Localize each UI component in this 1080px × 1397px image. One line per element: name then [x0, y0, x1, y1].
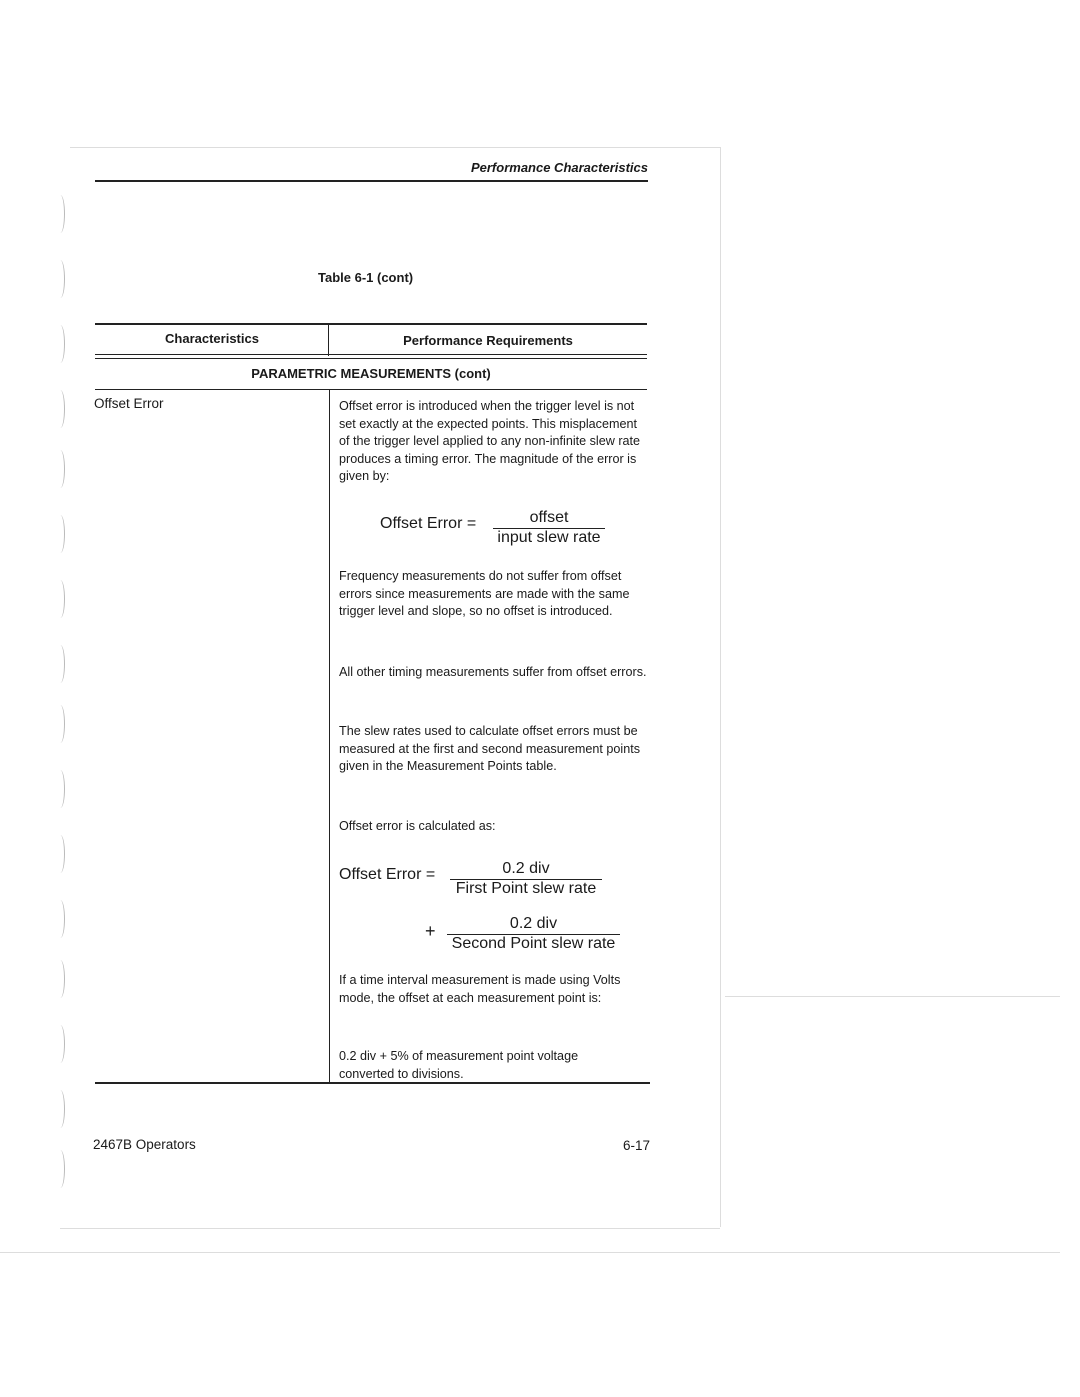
equation-2-plus: +: [425, 921, 436, 941]
binding-mark: [56, 645, 65, 683]
binding-mark: [56, 390, 65, 428]
table-title: Table 6-1 (cont): [318, 270, 414, 285]
table-top-rule: [95, 323, 647, 325]
equation-1-denominator: input slew rate: [497, 529, 601, 546]
binding-mark: [56, 960, 65, 998]
header-rule: [95, 180, 648, 182]
requirement-paragraph: All other timing measurements suffer from offset errors.: [339, 665, 647, 679]
binding-mark: [56, 1150, 65, 1188]
binding-mark: [56, 515, 65, 553]
section-heading: PARAMETRIC MEASUREMENTS (cont): [251, 366, 491, 381]
binding-mark: [56, 1025, 65, 1063]
equation-2-fraction-2: [447, 915, 620, 953]
binding-mark: [56, 450, 65, 488]
equation-2-lhs: Offset Error =: [339, 866, 436, 883]
head-double-rule-1: [95, 354, 647, 355]
head-double-rule-2: [95, 358, 647, 359]
requirement-paragraph: Offset error is introduced when the trigger level is not set exactly at the expected points. This misplacement of the trigger level applied to any non-infinite slew rate produces a timing error. The magnitude of the error is given by:: [339, 399, 641, 484]
footer-page-number: 6-17: [622, 1138, 650, 1153]
binding-mark: [56, 325, 65, 363]
equation-2-denominator-1: First Point slew rate: [455, 880, 597, 897]
column-header-characteristics: Characteristics: [165, 331, 259, 346]
equation-2-numerator-1: 0.2 div: [450, 860, 602, 880]
footer-document-name: 2467B Operators: [93, 1137, 196, 1152]
requirement-paragraph: Offset error is calculated as:: [339, 819, 496, 833]
requirement-paragraph: If a time interval measurement is made using Volts mode, the offset at each measurement point is:: [339, 973, 621, 1005]
scan-edge-lower: [0, 1252, 1060, 1253]
equation-1-numerator: offset: [493, 509, 605, 529]
equation-2-fraction-1: [450, 860, 602, 898]
running-header: Performance Characteristics: [470, 160, 648, 175]
scan-edge-bottom: [60, 1228, 720, 1229]
binding-mark: [56, 260, 65, 298]
characteristic-name: Offset Error: [94, 396, 164, 411]
binding-mark: [56, 835, 65, 873]
column-divider-body: [329, 389, 330, 1082]
equation-2-numerator-2: 0.2 div: [447, 915, 620, 935]
equation-2-denominator-2: Second Point slew rate: [451, 935, 616, 952]
binding-mark: [56, 580, 65, 618]
binding-mark: [56, 1090, 65, 1128]
column-header-performance-requirements: Performance Requirements: [403, 333, 573, 348]
equation-1-lhs: Offset Error =: [380, 515, 477, 532]
scan-edge-right: [720, 147, 721, 1227]
requirement-paragraph: The slew rates used to calculate offset errors must be measured at the first and second measurement points given in the Measurement Points table.: [339, 724, 641, 774]
requirement-paragraph: Frequency measurements do not suffer from offset errors since measurements are made with the same trigger level and slope, so no offset is introduced.: [339, 569, 630, 619]
binding-mark: [56, 900, 65, 938]
binding-mark: [56, 195, 65, 233]
binding-mark: [56, 770, 65, 808]
equation-1-fraction: [493, 509, 605, 547]
requirement-paragraph: 0.2 div + 5% of measurement point voltage converted to divisions.: [339, 1049, 579, 1081]
scan-edge-side: [725, 996, 1060, 997]
section-rule: [95, 389, 647, 390]
binding-mark: [56, 705, 65, 743]
scan-edge-top: [70, 147, 720, 148]
